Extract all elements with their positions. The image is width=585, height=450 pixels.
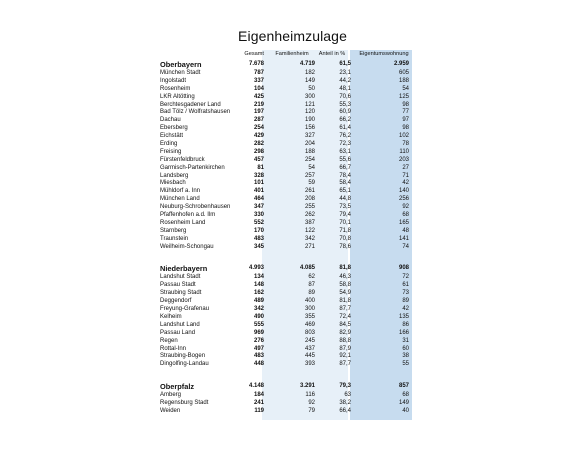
cell-col-1: 337 [253, 77, 264, 84]
cell-col-4: 86 [402, 321, 409, 328]
table-row [160, 109, 412, 117]
cell-col-1: 134 [253, 274, 264, 281]
cell-col-3: 66,4 [339, 407, 351, 414]
cell-col-1: 969 [253, 329, 264, 336]
cell-col-2: 355 [304, 313, 315, 320]
cell-col-3: 66,7 [339, 164, 351, 171]
cell-col-2: 387 [304, 219, 315, 226]
cell-col-4: 141 [398, 235, 409, 242]
column-header: Anteil in % [318, 51, 346, 57]
cell-col-2: 50 [308, 85, 315, 92]
cell-col-1: 330 [253, 212, 264, 219]
cell-col-2: 188 [304, 148, 315, 155]
cell-col-1: 119 [254, 407, 264, 414]
cell-col-3: 58,8 [339, 282, 351, 289]
cell-col-4: 68 [402, 212, 409, 219]
cell-col-0: Oberbayern [160, 60, 202, 69]
cell-col-2: 342 [304, 235, 315, 242]
cell-col-2: 156 [304, 125, 315, 132]
cell-col-3: 63 [344, 392, 351, 399]
cell-col-0: Fürstenfeldbruck [160, 156, 205, 163]
cell-col-4: 98 [402, 101, 409, 108]
cell-col-0: München Land [160, 196, 200, 203]
cell-col-1: 282 [253, 141, 264, 148]
cell-col-1: 81 [257, 164, 264, 171]
cell-col-2: 149 [304, 77, 315, 84]
cell-col-3: 65,1 [339, 188, 351, 195]
cell-col-4: 77 [402, 109, 409, 116]
cell-col-2: 262 [304, 212, 315, 219]
cell-col-3: 70,8 [339, 235, 351, 242]
cell-col-4: 54 [402, 85, 409, 92]
cell-col-0: Straubing Stadt [160, 290, 202, 297]
table-row [160, 282, 412, 290]
table-row [160, 322, 412, 330]
cell-col-0: Deggendorf [160, 298, 192, 305]
cell-col-1: 219 [253, 101, 264, 108]
table-row [160, 361, 412, 369]
table-header [160, 50, 412, 59]
cell-col-2: 400 [304, 298, 315, 305]
cell-col-1: 483 [253, 353, 264, 360]
cell-col-1: 162 [253, 290, 264, 297]
table-row [160, 236, 412, 244]
cell-col-3: 82,9 [339, 329, 351, 336]
cell-col-2: 445 [304, 353, 315, 360]
cell-col-3: 38,2 [339, 400, 351, 407]
table-row [160, 133, 412, 141]
cell-col-0: Rosenheim Land [160, 219, 206, 226]
cell-col-3: 70,6 [339, 93, 351, 100]
cell-col-4: 98 [402, 125, 409, 132]
cell-col-1: 4.993 [248, 265, 264, 272]
cell-col-2: 182 [304, 70, 315, 76]
section-gap [160, 251, 412, 263]
cell-col-1: 7.678 [248, 61, 264, 67]
cell-col-3: 76,2 [339, 133, 351, 140]
cell-col-2: 393 [304, 361, 315, 368]
cell-col-3: 71,8 [339, 227, 351, 234]
data-table [160, 50, 412, 416]
cell-col-3: 88,8 [339, 337, 351, 344]
cell-col-1: 276 [253, 337, 264, 344]
cell-col-1: 787 [253, 70, 264, 76]
cell-col-2: 300 [304, 306, 315, 313]
cell-col-0: Neuburg-Schrobenhausen [160, 204, 231, 211]
cell-col-1: 552 [253, 219, 264, 226]
cell-col-2: 87 [308, 282, 315, 289]
cell-col-2: 469 [304, 321, 315, 328]
cell-col-4: 73 [402, 290, 409, 297]
cell-col-4: 40 [402, 407, 409, 414]
cell-col-2: 4.719 [299, 61, 315, 67]
cell-col-1: 464 [253, 196, 264, 203]
cell-col-2: 271 [304, 243, 315, 250]
cell-col-0: Regensburg Stadt [160, 400, 209, 407]
cell-col-4: 55 [402, 361, 409, 368]
cell-col-1: 298 [253, 148, 264, 155]
cell-col-1: 497 [253, 345, 264, 352]
cell-col-0: Rottal-Inn [160, 345, 187, 352]
cell-col-3: 78,4 [339, 172, 351, 179]
cell-col-2: 4.085 [299, 265, 315, 272]
cell-col-2: 62 [308, 274, 315, 281]
cell-col-3: 55,3 [339, 101, 351, 108]
cell-col-4: 605 [398, 70, 409, 76]
cell-col-1: 287 [253, 117, 264, 124]
cell-col-0: Eichstätt [160, 133, 184, 140]
column-header: Eigentumswohnung [359, 51, 409, 57]
cell-col-1: 555 [253, 321, 264, 328]
table-row [160, 102, 412, 110]
table-row [160, 212, 412, 220]
table-row [160, 408, 412, 416]
cell-col-0: Berchtesgadener Land [160, 101, 221, 108]
cell-col-0: Pfaffenhofen a.d. Ilm [160, 212, 216, 219]
table-row [160, 149, 412, 157]
cell-col-1: 401 [253, 188, 264, 195]
cell-col-1: 104 [253, 85, 264, 92]
cell-col-3: 81,8 [339, 265, 351, 272]
cell-col-0: Garmisch-Partenkirchen [160, 164, 225, 171]
cell-col-2: 92 [308, 400, 315, 407]
cell-col-3: 44,8 [339, 196, 351, 203]
cell-col-4: 42 [402, 180, 409, 187]
cell-col-0: LKR Altötting [160, 93, 195, 100]
cell-col-2: 261 [304, 188, 315, 195]
cell-col-3: 72,3 [339, 141, 351, 148]
table-row [160, 180, 412, 188]
cell-col-0: Miesbach [160, 180, 186, 187]
cell-col-3: 55,6 [339, 156, 351, 163]
cell-col-3: 61,5 [339, 61, 351, 67]
cell-col-2: 79 [308, 407, 315, 414]
table-row [160, 141, 412, 149]
cell-col-0: Dingolfing-Landau [160, 361, 209, 368]
cell-col-2: 204 [304, 141, 315, 148]
cell-col-4: 857 [398, 383, 409, 390]
cell-col-4: 74 [402, 243, 409, 250]
cell-col-2: 208 [304, 196, 315, 203]
cell-col-3: 79,3 [339, 383, 351, 390]
cell-col-0: Oberpfalz [160, 382, 195, 392]
table-row [160, 125, 412, 133]
table-row [160, 117, 412, 125]
region-row [160, 381, 412, 392]
cell-col-1: 342 [253, 306, 264, 313]
table-row [160, 188, 412, 196]
cell-col-3: 92,1 [339, 353, 351, 360]
cell-col-4: 102 [398, 133, 409, 140]
cell-col-4: 48 [402, 227, 409, 234]
cell-col-1: 254 [253, 125, 264, 132]
table-row [160, 338, 412, 346]
table-row [160, 400, 412, 408]
cell-col-4: 27 [402, 164, 409, 171]
table-row [160, 70, 412, 78]
cell-col-4: 97 [402, 117, 409, 124]
cell-col-3: 61,4 [339, 125, 351, 132]
cell-col-2: 121 [304, 101, 315, 108]
cell-col-4: 78 [402, 141, 409, 148]
cell-col-3: 60,9 [339, 109, 351, 116]
cell-col-0: Ebersberg [160, 125, 188, 132]
cell-col-0: Niederbayern [160, 264, 208, 274]
cell-col-3: 44,2 [339, 77, 351, 84]
cell-col-3: 46,3 [339, 274, 351, 281]
cell-col-2: 245 [304, 337, 315, 344]
cell-col-1: 101 [253, 180, 264, 187]
cell-col-4: 166 [398, 329, 409, 336]
table-row [160, 306, 412, 314]
cell-col-0: Starnberg [160, 227, 187, 234]
cell-col-1: 347 [253, 204, 264, 211]
table-row [160, 157, 412, 165]
cell-col-1: 241 [253, 400, 264, 407]
table-row [160, 228, 412, 236]
cell-col-4: 2.959 [393, 61, 409, 67]
cell-col-0: Freising [160, 148, 182, 155]
cell-col-1: 489 [253, 298, 264, 305]
cell-col-1: 345 [253, 243, 264, 250]
cell-col-4: 68 [402, 392, 409, 399]
cell-col-2: 116 [305, 392, 315, 399]
cell-col-4: 203 [398, 156, 409, 163]
table-row [160, 353, 412, 361]
table-row [160, 165, 412, 173]
cell-col-4: 908 [398, 265, 409, 272]
cell-col-1: 328 [253, 172, 264, 179]
section-gap [160, 369, 412, 381]
cell-col-0: Traunstein [160, 235, 189, 242]
region-row [160, 263, 412, 274]
table-row [160, 78, 412, 86]
table-row [160, 330, 412, 338]
cell-col-4: 89 [402, 298, 409, 305]
table-row [160, 244, 412, 252]
cell-col-4: 92 [402, 204, 409, 211]
cell-col-4: 38 [402, 353, 409, 360]
cell-col-3: 73,5 [339, 204, 351, 211]
table-row [160, 204, 412, 212]
cell-col-3: 87,9 [339, 345, 351, 352]
cell-col-3: 70,1 [339, 219, 351, 226]
cell-col-1: 425 [253, 93, 264, 100]
table-row [160, 196, 412, 204]
cell-col-0: Kelheim [160, 313, 182, 320]
cell-col-0: Regen [160, 337, 178, 344]
cell-col-4: 140 [398, 188, 409, 195]
cell-col-3: 54,9 [339, 290, 351, 297]
cell-col-2: 803 [304, 329, 315, 336]
table-row [160, 346, 412, 354]
cell-col-4: 42 [402, 306, 409, 313]
cell-col-2: 190 [304, 117, 315, 124]
cell-col-3: 63,1 [339, 148, 351, 155]
cell-col-3: 78,6 [339, 243, 351, 250]
cell-col-0: Weiden [160, 407, 181, 414]
cell-col-2: 120 [304, 109, 315, 116]
cell-col-4: 60 [402, 345, 409, 352]
cell-col-0: Passau Land [160, 329, 196, 336]
cell-col-0: Freyung-Grafenau [160, 306, 210, 313]
cell-col-2: 89 [308, 290, 315, 297]
cell-col-1: 448 [253, 361, 264, 368]
cell-col-0: Ingolstadt [160, 77, 187, 84]
cell-col-3: 48,1 [339, 85, 351, 92]
cell-col-3: 58,4 [339, 180, 351, 187]
table-row [160, 173, 412, 181]
cell-col-3: 84,5 [339, 321, 351, 328]
cell-col-0: Amberg [160, 392, 182, 399]
cell-col-0: Landshut Land [160, 321, 200, 328]
cell-col-1: 170 [253, 227, 264, 234]
cell-col-1: 429 [253, 133, 264, 140]
cell-col-1: 148 [253, 282, 264, 289]
cell-col-3: 23,1 [339, 70, 351, 76]
cell-col-3: 72,4 [339, 313, 351, 320]
cell-col-1: 197 [253, 109, 264, 116]
cell-col-1: 490 [253, 313, 264, 320]
cell-col-1: 457 [253, 156, 264, 163]
cell-col-2: 327 [304, 133, 315, 140]
cell-col-3: 81,8 [339, 298, 351, 305]
cell-col-1: 483 [253, 235, 264, 242]
cell-col-4: 61 [402, 282, 409, 289]
region-row [160, 59, 412, 70]
cell-col-4: 71 [402, 172, 409, 179]
cell-col-0: Passau Stadt [160, 282, 196, 289]
cell-col-3: 87,7 [339, 306, 351, 313]
column-header: Familienheim [275, 51, 309, 57]
table-row [160, 86, 412, 94]
cell-col-3: 87,7 [339, 361, 351, 368]
cell-col-2: 255 [304, 204, 315, 211]
cell-col-2: 3.291 [299, 383, 315, 390]
cell-col-0: Mühldorf a. Inn [160, 188, 201, 195]
cell-col-4: 72 [402, 274, 409, 281]
cell-col-2: 257 [304, 172, 315, 179]
cell-col-0: Erding [160, 141, 178, 148]
table-row [160, 290, 412, 298]
cell-col-3: 66,2 [339, 117, 351, 124]
column-header: Gesamt [244, 51, 264, 57]
cell-col-1: 4.148 [248, 383, 264, 390]
table-row [160, 274, 412, 282]
cell-col-2: 437 [304, 345, 315, 352]
cell-col-0: München Stadt [160, 70, 201, 76]
cell-col-4: 149 [398, 400, 409, 407]
cell-col-4: 256 [398, 196, 409, 203]
cell-col-3: 79,4 [339, 212, 351, 219]
cell-col-2: 54 [308, 164, 315, 171]
cell-col-0: Weilheim-Schongau [160, 243, 214, 250]
cell-col-2: 254 [304, 156, 315, 163]
cell-col-0: Straubing-Bogen [160, 353, 206, 360]
cell-col-2: 122 [304, 227, 315, 234]
cell-col-1: 184 [253, 392, 264, 399]
cell-col-4: 125 [398, 93, 409, 100]
page-title: Eigenheimzulage [238, 28, 347, 44]
cell-col-4: 31 [402, 337, 409, 344]
cell-col-0: Rosenheim [160, 85, 191, 92]
table-row [160, 314, 412, 322]
table-row [160, 220, 412, 228]
table-row [160, 298, 412, 306]
table-row [160, 392, 412, 400]
cell-col-4: 135 [398, 313, 409, 320]
cell-col-2: 59 [308, 180, 315, 187]
cell-col-4: 110 [399, 148, 409, 155]
table-row [160, 94, 412, 102]
cell-col-4: 188 [398, 77, 409, 84]
cell-col-0: Landshut Stadt [160, 274, 201, 281]
cell-col-0: Landsberg [160, 172, 189, 179]
cell-col-0: Dachau [160, 117, 181, 124]
cell-col-4: 165 [398, 219, 409, 226]
cell-col-0: Bad Tölz / Wolfratshausen [160, 109, 231, 116]
cell-col-2: 300 [304, 93, 315, 100]
